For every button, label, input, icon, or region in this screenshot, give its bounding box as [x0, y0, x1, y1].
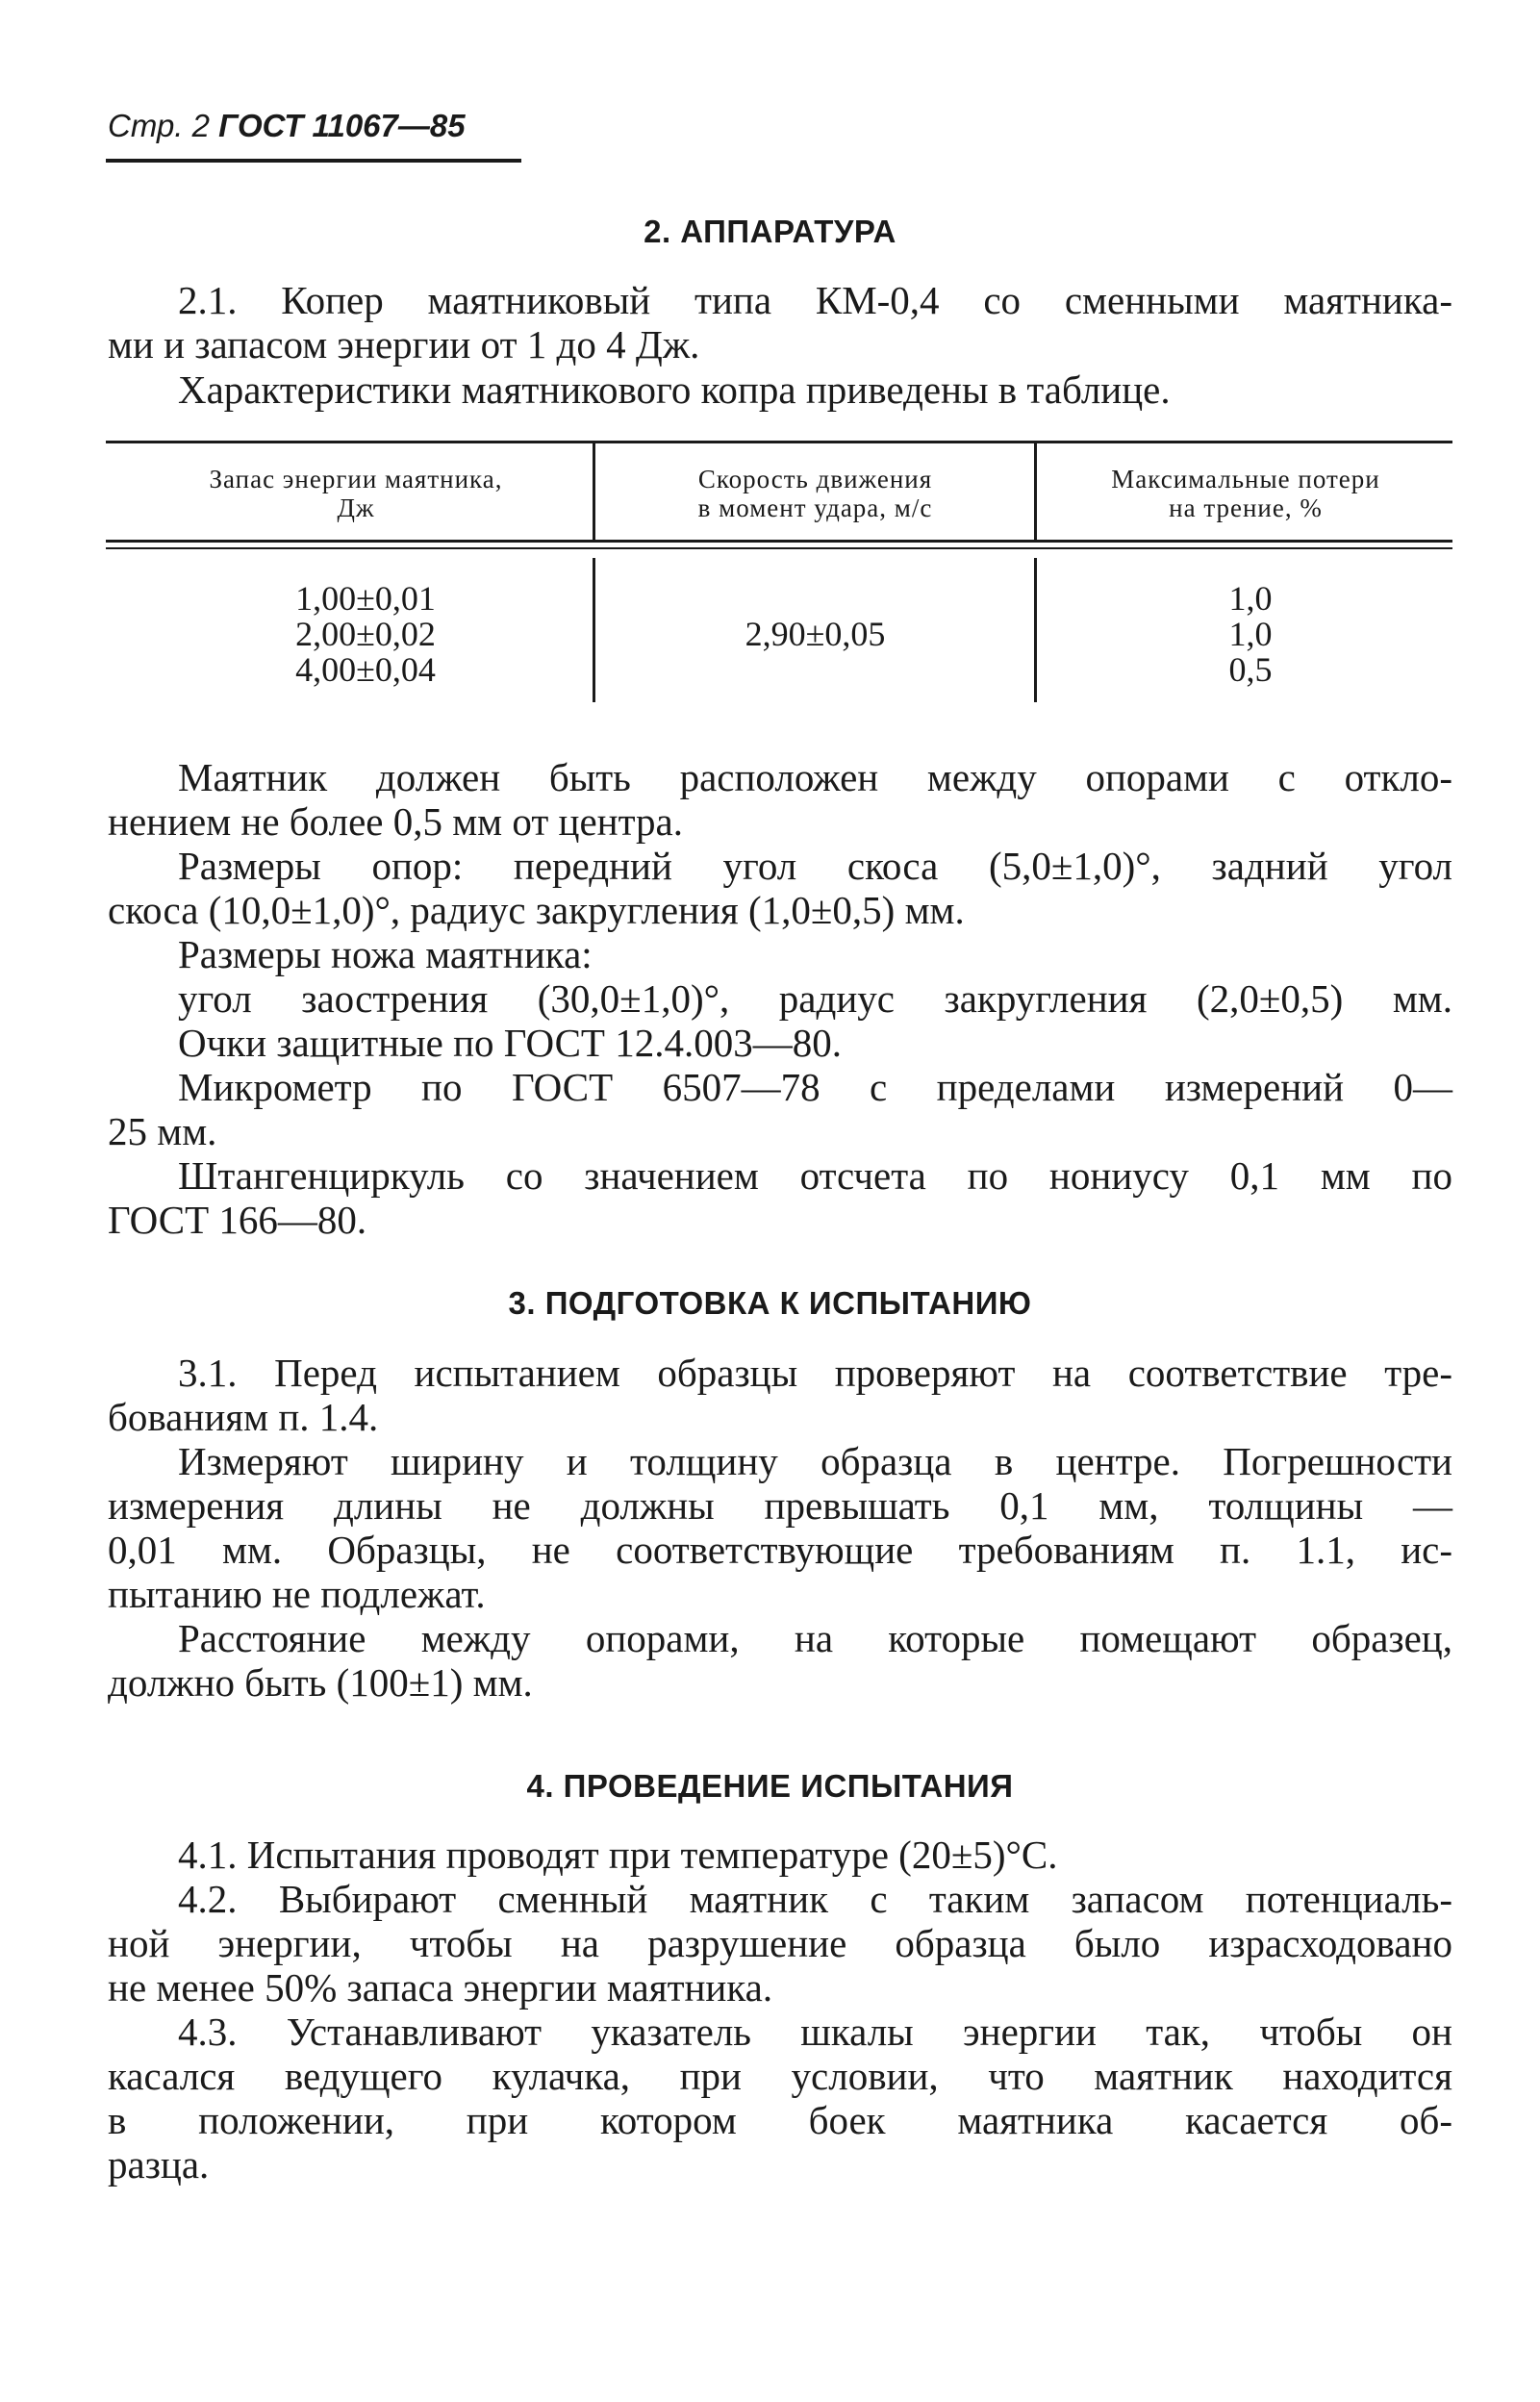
- s3-p3-line2: должно быть (100±1) мм.: [108, 1660, 533, 1705]
- s4-p2-line2: ной энергии, чтобы на разрушение образца было израсходовано: [108, 1921, 1452, 1965]
- section-3-title: 3. ПОДГОТОВКА К ИСПЫТАНИЮ: [508, 1285, 1032, 1321]
- s4-p3-line4: разца.: [108, 2142, 210, 2187]
- s3-p1-line2: бованиям п. 1.4.: [108, 1395, 379, 1439]
- table-cell-energy: 1,00±0,01 2,00±0,02 4,00±0,04: [295, 579, 436, 689]
- s2-p7: Очки защитные по ГОСТ 12.4.003—80.: [178, 1021, 842, 1065]
- s3-p1-line1: 3.1. Перед испытанием образцы проверяют на соответствие тре-: [178, 1351, 1452, 1395]
- s4-p2-line1: 4.2. Выбирают сменный маятник с таким запасом потенциаль-: [178, 1877, 1452, 1921]
- s4-p3-line1: 4.3. Устанавливают указатель шкалы энергии так, чтобы он: [178, 2010, 1452, 2054]
- s2-p4-line1: Размеры опор: передний угол скоса (5,0±1,0)°, задний угол: [178, 844, 1452, 888]
- table-header-losses: Максимальные потери на трение, %: [1111, 465, 1380, 522]
- section-4-title: 4. ПРОВЕДЕНИЕ ИСПЫТАНИЯ: [526, 1768, 1014, 1804]
- s2-p5: Размеры ножа маятника:: [178, 932, 593, 976]
- header-rule: [106, 159, 521, 163]
- s2-p1-line1: 2.1. Копер маятниковый типа КМ-0,4 со сменными маятника-: [178, 278, 1452, 322]
- s4-p2-line3: не менее 50% запаса энергии маятника.: [108, 1965, 773, 2010]
- table-header-energy: Запас энергии маятника, Дж: [209, 465, 503, 522]
- table-vline: [593, 558, 595, 702]
- table-top-rule: [106, 441, 1452, 443]
- s4-p3-line2: касался ведущего кулачка, при условии, что маятник находится: [108, 2054, 1452, 2098]
- s2-p9-line1: Штангенциркуль со значением отсчета по нониусу 0,1 мм по: [178, 1153, 1452, 1198]
- s3-p3-line1: Расстояние между опорами, на которые помещают образец,: [178, 1616, 1452, 1660]
- table-vline: [1034, 558, 1037, 702]
- s2-p8-line1: Микрометр по ГОСТ 6507—78 с пределами измерений 0—: [178, 1065, 1452, 1109]
- page-number: Стр. 2: [108, 108, 210, 143]
- s3-p2-line3: 0,01 мм. Образцы, не соответствующие требованиям п. 1.1, ис-: [108, 1528, 1452, 1572]
- s2-p9-line2: ГОСТ 166—80.: [108, 1198, 367, 1242]
- s2-p8-line2: 25 мм.: [108, 1109, 217, 1153]
- page-header: [108, 108, 466, 144]
- s4-p1: 4.1. Испытания проводят при температуре (20±5)°С.: [178, 1833, 1058, 1877]
- s2-p6: угол заострения (30,0±1,0)°, радиус закругления (2,0±0,5) мм.: [178, 976, 1452, 1021]
- table-header-rule: [106, 547, 1452, 549]
- s2-p3-line2: нением не более 0,5 мм от центра.: [108, 799, 683, 844]
- s3-p2-line4: пытанию не подлежат.: [108, 1572, 486, 1616]
- s2-p3-line1: Маятник должен быть расположен между опорами с откло-: [178, 755, 1452, 799]
- s3-p2-line1: Измеряют ширину и толщину образца в центре. Погрешности: [178, 1439, 1452, 1483]
- s2-p2: Характеристики маятникового копра приведены в таблице.: [178, 367, 1171, 412]
- table-cell-speed: 2,90±0,05: [745, 615, 886, 653]
- table-cell-losses: 1,0 1,0 0,5: [1228, 579, 1273, 689]
- s3-p2-line2: измерения длины не должны превышать 0,1 мм, толщины —: [108, 1483, 1452, 1528]
- table-vline: [1034, 442, 1037, 542]
- section-2-title: 2. АППАРАТУРА: [644, 214, 896, 249]
- table-header-rule: [106, 540, 1452, 543]
- table-vline: [593, 442, 595, 542]
- s2-p4-line2: скоса (10,0±1,0)°, радиус закругления (1,0±0,5) мм.: [108, 888, 965, 932]
- s4-p3-line3: в положении, при котором боек маятника касается об-: [108, 2098, 1452, 2142]
- table-header-speed: Скорость движения в момент удара, м/с: [697, 465, 933, 522]
- standard-number: ГОСТ 11067—85: [218, 108, 466, 143]
- s2-p1-line2: ми и запасом энергии от 1 до 4 Дж.: [108, 322, 700, 367]
